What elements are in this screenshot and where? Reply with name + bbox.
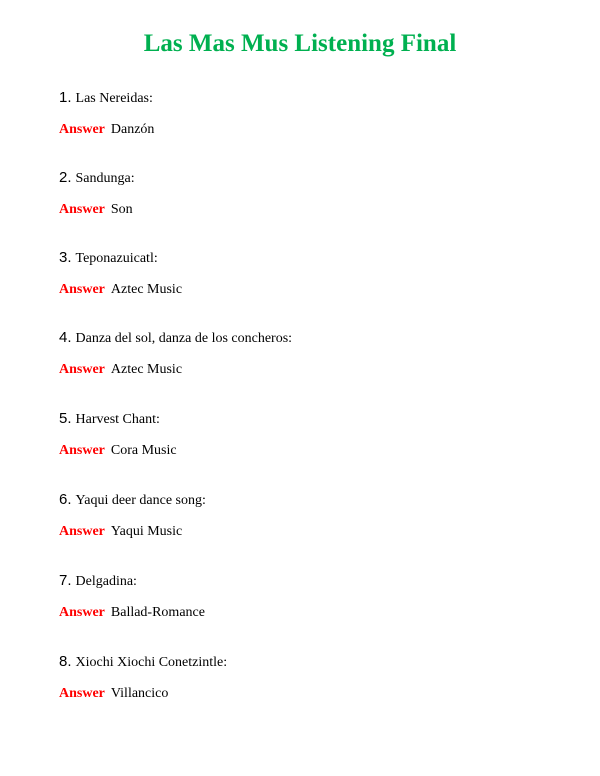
question-number: 3. [59, 249, 72, 266]
question-line [59, 248, 158, 268]
answer-line [59, 603, 205, 623]
question-text: Xiochi Xiochi Conetzintle: [75, 655, 228, 670]
question-number: 7. [59, 572, 72, 589]
answer-line [59, 360, 182, 380]
answer-line [59, 522, 182, 542]
question-line [59, 409, 160, 429]
question-line [59, 490, 206, 510]
question-number: 4. [59, 329, 72, 346]
question-text: Sandunga: [75, 171, 135, 186]
answer-text: Cora Music [110, 443, 177, 458]
question-line [59, 652, 227, 672]
answer-label: Answer [59, 605, 105, 620]
question-text: Harvest Chant: [75, 412, 160, 427]
answer-text: Aztec Music [110, 282, 183, 297]
question-line [59, 88, 153, 108]
question-text: Teponazuicatl: [75, 251, 158, 266]
question-text: Las Nereidas: [75, 91, 153, 106]
question-number: 1. [59, 89, 72, 106]
answer-text: Villancico [110, 686, 169, 701]
document-title: Las Mas Mus Listening Final [143, 30, 457, 57]
answer-text: Aztec Music [110, 362, 183, 377]
question-line [59, 168, 135, 188]
answer-label: Answer [59, 122, 105, 137]
answer-label: Answer [59, 282, 105, 297]
answer-label: Answer [59, 524, 105, 539]
question-number: 8. [59, 653, 72, 670]
answer-text: Danzón [110, 122, 155, 137]
answer-label: Answer [59, 362, 105, 377]
question-text: Danza del sol, danza de los concheros: [75, 331, 293, 346]
question-number: 6. [59, 491, 72, 508]
answer-line [59, 200, 133, 220]
answer-text: Yaqui Music [110, 524, 183, 539]
question-line [59, 328, 292, 348]
question-number: 2. [59, 169, 72, 186]
answer-text: Son [110, 202, 133, 217]
answer-line [59, 441, 177, 461]
answer-label: Answer [59, 686, 105, 701]
answer-line [59, 120, 154, 140]
question-text: Yaqui deer dance song: [75, 493, 206, 508]
answer-line [59, 684, 168, 704]
answer-line [59, 280, 182, 300]
answer-label: Answer [59, 202, 105, 217]
answer-label: Answer [59, 443, 105, 458]
question-line [59, 571, 137, 591]
question-text: Delgadina: [75, 574, 137, 589]
question-number: 5. [59, 410, 72, 427]
answer-text: Ballad-Romance [110, 605, 205, 620]
